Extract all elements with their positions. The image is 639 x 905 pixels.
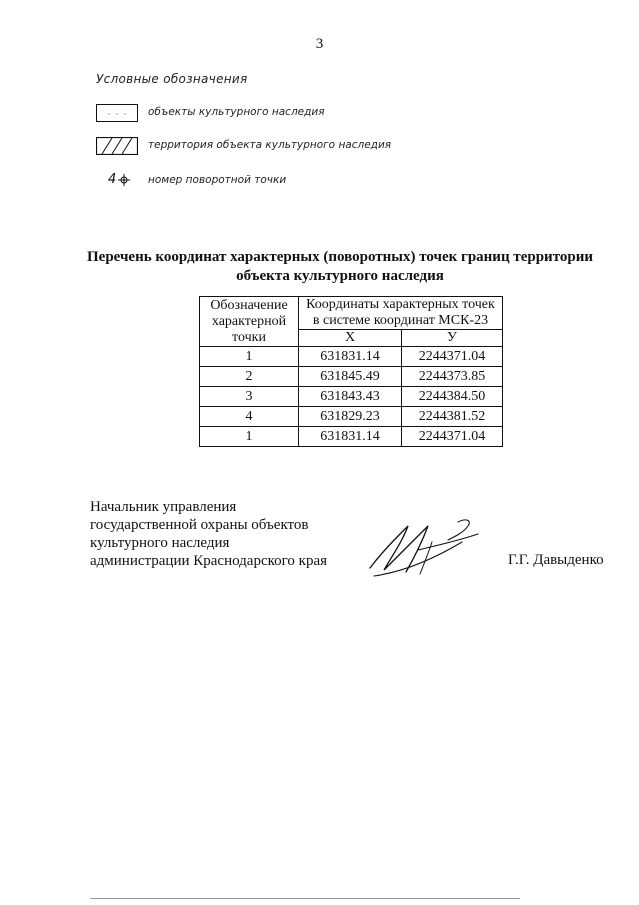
- legend-title: Условные обозначения: [96, 72, 248, 86]
- table-row: [200, 427, 503, 447]
- signatory-line-1: Начальник управления: [90, 499, 237, 515]
- legend-label-territory: территория объекта культурного наследия: [148, 139, 392, 151]
- cell-y: 2244371.04: [402, 427, 503, 447]
- coordinates-table: [199, 296, 503, 447]
- turning-point-icon: [118, 174, 130, 186]
- table-row: [200, 387, 503, 407]
- header-point-designation: Обозначение характерной точки: [200, 297, 299, 347]
- heading-line-2: объекта культурного наследия: [236, 268, 444, 284]
- dotted-box-icon: [96, 104, 138, 122]
- cell-x: 631831.14: [299, 347, 402, 367]
- cell-point: 2: [200, 367, 299, 387]
- cell-x: 631843.43: [299, 387, 402, 407]
- page-number: 3: [315, 36, 324, 52]
- cell-y: 2244384.50: [402, 387, 503, 407]
- signatory-title: [90, 498, 327, 570]
- signatory-name: Г.Г. Давыденко: [508, 552, 604, 568]
- coordinates-heading: [60, 248, 620, 286]
- heading-line-1: Перечень координат характерных (поворотных) точек границ территории: [87, 249, 593, 265]
- cell-point: 1: [200, 347, 299, 367]
- cell-point: 4: [200, 407, 299, 427]
- signatory-line-2: государственной охраны объектов: [90, 517, 309, 533]
- turning-point-number: 4: [108, 172, 117, 187]
- cell-x: 631829.23: [299, 407, 402, 427]
- legend-label-turning-point: номер поворотной точки: [148, 174, 287, 186]
- signatory-line-4: администрации Краснодарского края: [90, 553, 328, 569]
- table-row: [200, 367, 503, 387]
- cell-x: 631831.14: [299, 427, 402, 447]
- legend-label-cultural-objects: объекты культурного наследия: [148, 106, 325, 118]
- header-coordinates: Координаты характерных точек в системе координат МСК-23: [299, 297, 503, 330]
- cell-y: 2244373.85: [402, 367, 503, 387]
- bottom-rule: [90, 898, 520, 899]
- cell-y: 2244371.04: [402, 347, 503, 367]
- header-y: У: [402, 330, 503, 347]
- cell-x: 631845.49: [299, 367, 402, 387]
- cell-point: 1: [200, 427, 299, 447]
- signatory-line-3: культурного наследия: [90, 535, 230, 551]
- table-row: [200, 407, 503, 427]
- header-x: Х: [299, 330, 402, 347]
- cell-point: 3: [200, 387, 299, 407]
- handwritten-signature: [362, 512, 482, 582]
- table-row: [200, 347, 503, 367]
- cell-y: 2244381.52: [402, 407, 503, 427]
- hatched-box-icon: [96, 137, 138, 155]
